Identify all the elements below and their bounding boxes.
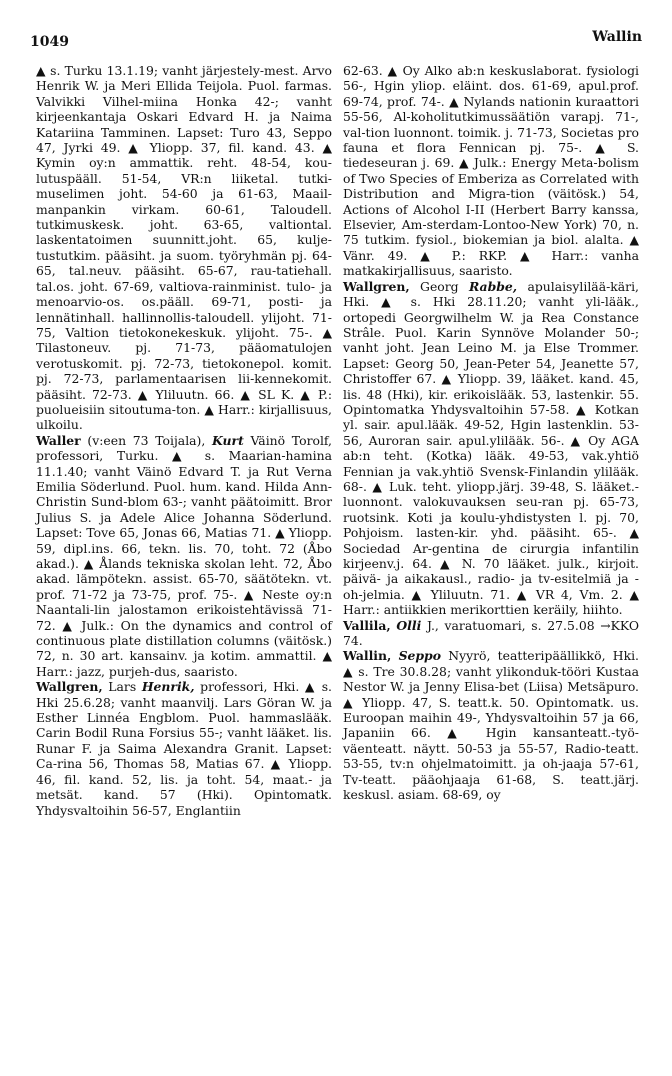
entry-text: professori, Hki. ▲ s. Hki 25.6.28; vanht maanvilj. Lars Göran W. ja Esther Linnéa Engblom. Puol. hammaslääk. Carin Bodil Runa Forsius 55-; vanht lääket. lis. Runar F. ja Saima Alexandra Granit. Lapset: Ca-rina 56, Thomas 58, Matias 67. ▲ Yliopp. 46, fil. kand. 52, lis. ja toht. 54, maat.- ja metsät. kand. 57 (Hki). Opintomatk. Yhdysvaltoihin 56-57, Englantiin: [36, 679, 332, 818]
page-number: 1049: [30, 34, 69, 50]
running-head: Wallin: [592, 29, 642, 45]
entry-headword: Wallgren,: [343, 278, 410, 294]
left-column: [36, 63, 332, 818]
entry-text: ▲ s. Turku 13.1.19; vanht järjestely-mest. Arvo Henrik W. ja Meri Ellida Teijola. Puol. farmas. Valvikki Vilhel-miina Honka 42-; vanht kirjeenkantaja Oskari Edvard H. ja Naima Katariina Tamminen. Lapset: Turo 43, Seppo 47, Jyrki 49. ▲ Yliopp. 37, fil. kand. 43. ▲ Kymin oy:n ammattik. reht. 48-54, kou-lutuspääll. 51-54, VR:n liiketal. tutki-muselimen joht. 54-60 ja 61-63, Maail-manpankin virkam. 60-61, Taloudell. tutkimuskesk. joht. 63-65, valtiontal. laskentatoimen suunnitt.joht. 65, kulje-tustutkim. pääsiht. ja suom. työryhmän pj. 64-65, tal.neuv. pääsiht. 65-67, rau-tatiehall. tal.os. joht. 67-69, valtiova-rainminist. tulo- ja menoarvio-os. os.pääll. 69-71, posti- ja lennätinhall. hallinnollis-taloudell. ylijoht. 71-75, Valtion tietokonekeskuk. ylijoht. 75-. ▲ Tilastoneuv. pj. 71-73, pääomatulojen verotuskomit. pj. 72-73, tietokonepol. komit. pj. 72-73, parlamentaarisen lii-kennekomit. pääsiht. 72-73. ▲ Yliluutn. 66. ▲ SL K. ▲ P.: puolueisiin sitoutuma-ton. ▲ Harr.: kirjallisuus, ulkoilu.: [36, 63, 332, 433]
entry-callname: Olli: [396, 617, 422, 633]
entry-text: Nyyrö, teatteripäällikkö, Hki. ▲ s. Tre 30.8.28; vanht ylikonduk-tööri Kustaa Nestor W. ja Jenny Elisa-bet (Liisa) Metsäpuro. ▲ Yliopp. 47, S. teatt.k. 50. Opintomatk. us. Euroopan maihin 49-, Yhdysvaltoihin 57 ja 66, Japaniin 66. ▲ Hgin kansanteatt.-työ-väenteatt. näytt. 50-53 ja 55-57, Radio-teatt. 53-55, tv:n ohjelmatoimitt. ja oh-jaaja 57-61, Tv-teatt. pääohjaaja 61-68, S. teatt.järj. keskusl. asiam. 68-69, oy: [343, 648, 639, 803]
entry-text: Väinö Torolf, professori, Turku. ▲ s. Maarian-hamina 11.1.40; vanht Väinö Edvard T. ja Rut Verna Emilia Söderlund. Puol. hum. kand. Hilda Ann-Christin Sund-blom 63-; vanht päätoimitt. Bror Julius S. ja Adele Alice Johanna Söderlund. Lapset: Tove 65, Jonas 66, Matias 71. ▲ Yliopp. 59, dipl.ins. 66, tekn. lis. 70, toht. 72 (Åbo akad.). ▲ Ålands tekniska skolan leht. 72, Åbo akad. lämpötekn. assist. 65-70, säätötekn. vt. prof. 71-72 ja 73-75, prof. 75-. ▲ Neste oy:n Naantali-lin jalostamon erikoistehtävissä 71-72. ▲ Julk.: On the dynamics and control of continuous plate distillation columns (väitösk.) 72, n. 30 art. kansainv. ja kotim. ammattil. ▲ Harr.: jazz, purjeh-dus, saaristo.: [36, 432, 332, 679]
right-column: [343, 63, 639, 803]
entry-wallin: [343, 648, 639, 802]
entry-wallgren-lars: [36, 679, 332, 818]
entry-callname: Kurt: [212, 432, 244, 448]
entry-headword: Wallgren,: [36, 679, 103, 695]
entry-wallgren-georg: [343, 279, 639, 618]
entry-continuation: [36, 63, 332, 433]
entry-callname: Rabbe,: [468, 278, 518, 294]
entry-waller: [36, 433, 332, 680]
entry-headword: Waller: [36, 432, 81, 448]
entry-text: Georg: [409, 278, 469, 294]
entry-text: [391, 648, 398, 663]
entry-headword: Vallila,: [343, 617, 391, 633]
entry-text: (v:een 73 Toijala),: [80, 432, 213, 448]
entry-text: apulaisylilää-käri, Hki. ▲ s. Hki 28.11.20; vanht yli-lääk., ortopedi Georgwilhelm W. ja Rea Constance Strâle. Puol. Karin Synnöve Molander 50-; vanht joht. Jean Leino M. ja Else Trommer. Lapset: Georg 50, Jean-Peter 54, Jeanette 57, Christoffer 67. ▲ Yliopp. 39, lääket. kand. 45, lis. 48 (Hki), kir. erikoislääk. 53, lastenkir. 55. Opintomatka Yhdysvaltoihin 57-58. ▲ Kotkan yl. sair. apul.lääk. 49-52, Hgin lastenklin. 53-56, Auroran sair. apul.ylilääk. 56-. ▲ Oy AGA ab:n teht. (Kotka) lääk. 49-53, vak.yhtiö Fennian ja vak.yhtiö Svensk-Finlandin ylilääk. 68-. ▲ Luk. teht. yliopp.järj. 39-48, S. lääket.-luonnont. valokuvauksen seu-ran pj. 65-73, ruotsink. Koti ja koulu-yhdistysten l. pj. 70, Pohjoism. lasten-kir. yhd. pääsiht. 65-. ▲ Sociedad Ar-gentina de cirurgia infantilin kirjeenv.j. 64. ▲ N. 70 lääket. julk., kirjoit. päivä- ja aikakausl., radio- ja tv-esitelmiä ja -oh-jelmia. ▲ Yliluutn. 71. ▲ VR 4, Vm. 2. ▲ Harr.: antiikkien merikorttien keräily, hiihto.: [343, 278, 639, 618]
entry-callname: Seppo: [398, 648, 441, 664]
entry-text: J., varatuomari, s. 27.5.08 →KKO 74.: [343, 617, 639, 649]
entry-text: 62-63. ▲ Oy Alko ab:n keskuslaborat. fysiologi 56-, Hgin yliop. eläint. dos. 61-69, apul.prof. 69-74, prof. 74-. ▲ Nylands nationin kuraattori 55-56, Al-koholitutkimussäätiön varapj. 71-, val-tion luonnont. toimik. j. 71-73, Societas pro fauna et flora Fennican pj. 75-. ▲ S. tiedeseuran j. 69. ▲ Julk.: Energy Meta-bolism of Two Species of Emberiza as Correlated with Distribution and Migra-tion (väitösk.) 54, Actions of Alcohol I-II (Herbert Barry kanssa, Elsevier, Am-sterdam-Lontoo-New York) 70, n. 75 tutkim. fysiol., biokemian ja biol. alalta. ▲ Vänr. 49. ▲ P.: RKP. ▲ Harr.: vanha matkakirjallisuus, saaristo.: [343, 63, 639, 279]
entry-continuation: [343, 63, 639, 279]
entry-vallila: [343, 618, 639, 649]
entry-text: Lars: [102, 679, 142, 695]
entry-headword: Wallin,: [343, 648, 392, 664]
entry-callname: Henrik,: [141, 679, 195, 695]
